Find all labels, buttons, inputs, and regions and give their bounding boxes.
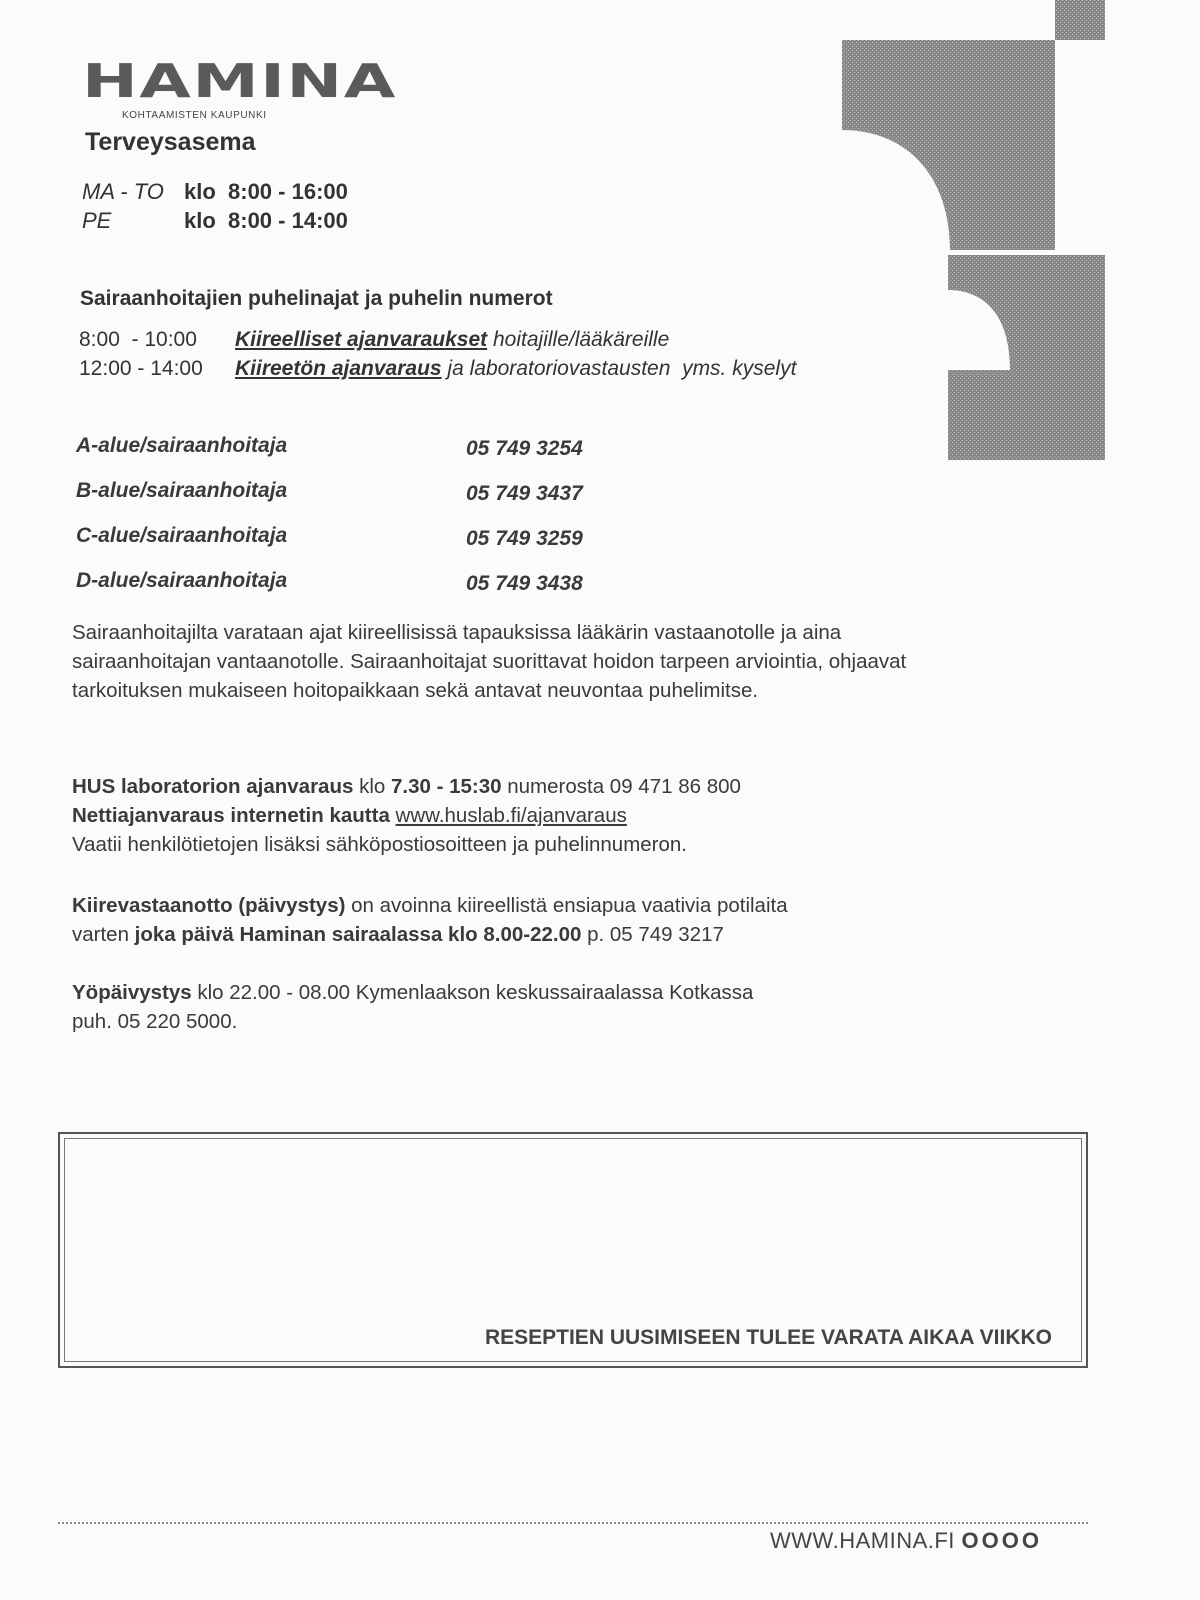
logo-tagline: KOHTAAMISTEN KAUPUNKI — [122, 110, 267, 121]
huslab-booking-link[interactable]: www.huslab.fi/ajanvaraus — [395, 804, 627, 827]
lab-section — [72, 772, 1072, 859]
hours-time: klo 8:00 - 16:00 — [184, 179, 348, 204]
prescription-notice: RESEPTIEN UUSIMISEEN TULEE VARATA AIKAA VIIKKO — [484, 1326, 1052, 1349]
emergency-text: varten — [72, 923, 135, 946]
phone-slot-nonurgent — [79, 357, 796, 381]
lab-heading: HUS laboratorion ajanvaraus — [72, 775, 354, 798]
area-label: C-alue/sairaanhoitaja — [76, 524, 288, 547]
slot-desc: ja laboratoriovastausten yms. kyselyt — [441, 357, 797, 380]
hamina-logo — [82, 54, 397, 121]
lab-line-1 — [72, 772, 1072, 801]
phone-number[interactable]: 05 749 3259 — [466, 527, 583, 550]
emergency-hours: joka päivä Haminan sairaalassa klo 8.00-22.00 — [134, 923, 582, 946]
emergency-heading: Kiirevastaanotto (päivystys) — [72, 894, 346, 917]
hours-row-mon-thu — [82, 179, 348, 205]
hours-time: klo 8:00 - 14:00 — [184, 208, 348, 233]
night-line-1 — [72, 978, 1072, 1007]
page-title: Terveysasema — [85, 128, 256, 156]
slot-time: 12:00 - 14:00 — [79, 357, 203, 380]
phone-hours-heading: Sairaanhoitajien puhelinajat ja puhelin numerot — [80, 287, 553, 310]
phone-number[interactable]: 05 749 3437 — [466, 482, 583, 505]
footer — [770, 1528, 1042, 1554]
area-label: B-alue/sairaanhoitaja — [76, 479, 288, 502]
night-phone: puh. 05 220 5000. — [72, 1010, 238, 1033]
online-booking-label: Nettiajanvaraus internetin kautta — [72, 804, 390, 827]
hours-days: MA - TO — [82, 179, 164, 204]
phone-number[interactable]: 05 749 3254 — [466, 437, 583, 460]
lab-hours: 7.30 - 15:30 — [391, 775, 502, 798]
hours-days: PE — [82, 208, 112, 233]
lab-requirements: Vaatii henkilötietojen lisäksi sähköpostiosoitteen ja puhelinnumeron. — [72, 833, 687, 856]
footer-url[interactable]: WWW.HAMINA.FI — [770, 1528, 955, 1553]
phone-slot-urgent — [79, 328, 669, 352]
logo-wordmark: HAMINA — [82, 54, 397, 108]
emergency-line-1 — [72, 891, 1072, 920]
emergency-line-2 — [72, 920, 1072, 949]
nurse-info-paragraph: Sairaanhoitajilta varataan ajat kiireellisissä tapauksissa lääkärin vastaanotolle ja aina sairaanhoitajan vantaanotolle. Sairaanhoitajat suorittavat hoidon tarpeen arviointia, ohjaavat tarkoituksen mukaiseen hoitopaikkaan sekä antavat neuvontaa puhelimitse. — [72, 621, 907, 702]
city-emblem-graphic — [830, 0, 1130, 480]
footer-rings-logo: OOOO — [961, 1528, 1042, 1553]
night-section — [72, 978, 1072, 1036]
area-label: A-alue/sairaanhoitaja — [76, 434, 288, 457]
urgent-booking-link[interactable]: Kiireelliset ajanvaraukset — [235, 328, 488, 351]
lab-text: klo — [353, 775, 391, 798]
night-text: klo 22.00 - 08.00 Kymenlaakson keskussairaalassa Kotkassa — [191, 981, 754, 1004]
lab-line-2 — [72, 801, 1072, 830]
phone-number[interactable]: 05 749 3438 — [466, 572, 583, 595]
hours-row-fri — [82, 208, 348, 234]
footer-divider — [58, 1522, 1088, 1524]
emergency-phone: p. 05 749 3217 — [581, 923, 724, 946]
area-label: D-alue/sairaanhoitaja — [76, 569, 288, 592]
notice-box — [58, 1132, 1088, 1368]
night-heading: Yöpäivystys — [72, 981, 192, 1004]
nonurgent-booking-link[interactable]: Kiireetön ajanvaraus — [235, 357, 442, 380]
emergency-text: on avoinna kiireellistä ensiapua vaativia potilaita — [345, 894, 788, 917]
slot-desc: hoitajille/lääkäreille — [487, 328, 670, 351]
slot-time: 8:00 - 10:00 — [79, 328, 197, 351]
lab-phone: numerosta 09 471 86 800 — [501, 775, 741, 798]
emergency-section — [72, 891, 1072, 949]
